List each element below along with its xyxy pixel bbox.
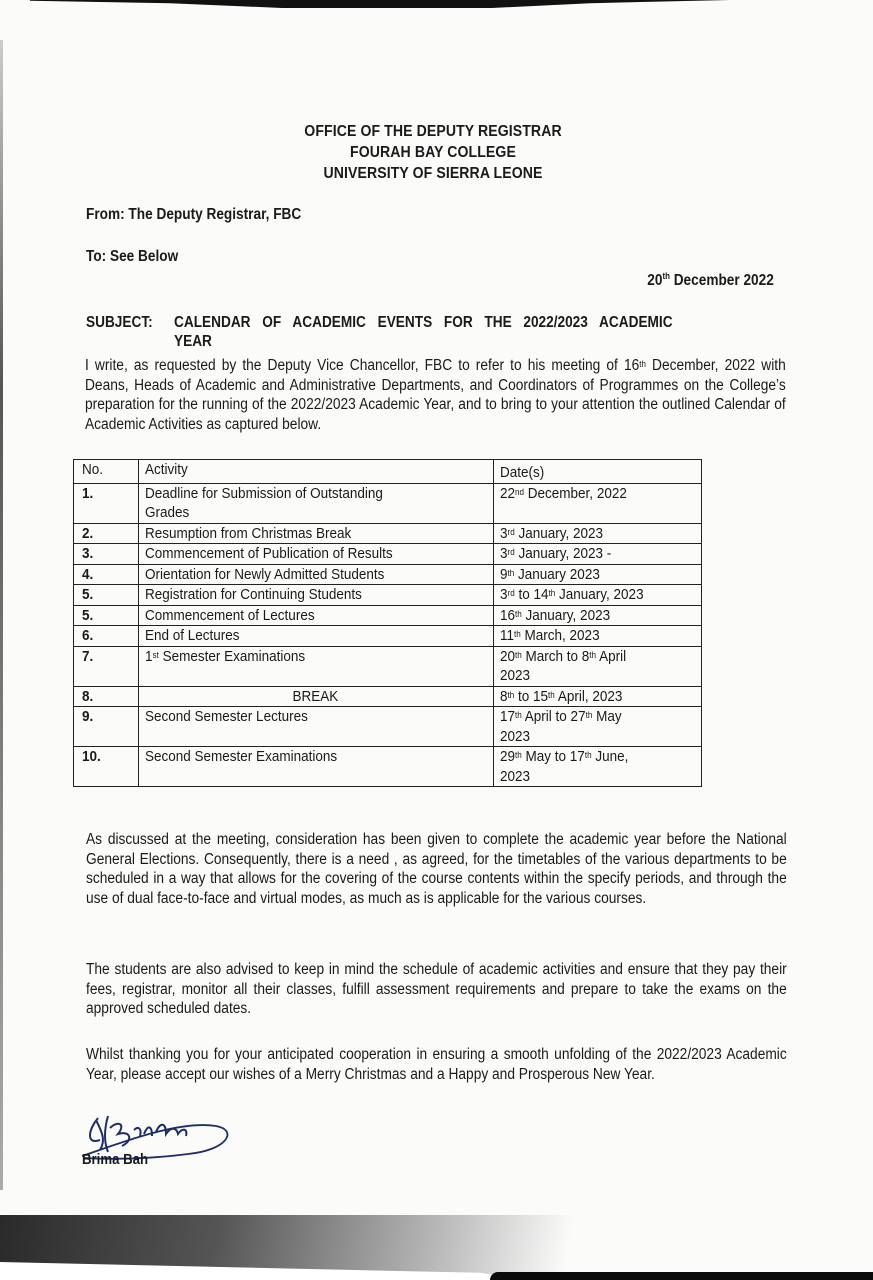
table-row [74, 747, 702, 787]
subject-text-line1: CALENDAR OF ACADEMIC EVENTS FOR THE 2022/2023 ACADEMIC [174, 314, 673, 331]
subject-label: SUBJECT: [86, 314, 153, 331]
row-activity: Orientation for Newly Admitted Students [138, 564, 493, 585]
letterhead-college: FOURAH BAY COLLEGE [350, 144, 516, 161]
row-dates: 9th January 2023 [493, 564, 701, 585]
table-row [74, 544, 702, 565]
row-number: 7. [74, 646, 139, 686]
subject-text-line2: YEAR [174, 333, 212, 350]
row-number: 3. [74, 544, 139, 565]
memo-from: From: The Deputy Registrar, FBC [86, 206, 302, 223]
memo-date: 20th December 2022 [647, 271, 774, 289]
letterhead-university: UNIVERSITY OF SIERRA LEONE [323, 165, 543, 182]
row-number: 9. [74, 707, 139, 747]
elections-paragraph: As discussed at the meeting, consideration has been given to complete the academic year before the National General Elections. Consequently, there is a need , as agreed, for the timetables of the various departments to be scheduled in a way that allows for the covering of the course contents within the specify periods, and through the use of dual face-to-face and virtual modes, as much as is applicable for the various courses. [86, 831, 787, 907]
row-activity: Commencement of Lectures [138, 605, 493, 626]
table-row [74, 707, 702, 747]
table-row [74, 585, 702, 606]
scan-shadow-top [30, 0, 730, 8]
row-number: 5. [74, 605, 139, 626]
row-dates: 3rd to 14th January, 2023 [493, 585, 701, 606]
scan-edge-left [0, 40, 3, 1190]
row-activity: Second Semester Examinations [138, 747, 493, 787]
memo-to: To: See Below [86, 248, 179, 265]
row-activity: Resumption from Christmas Break [138, 523, 493, 544]
row-dates: 11th March, 2023 [493, 626, 701, 647]
row-number: 4. [74, 564, 139, 585]
table-row [74, 646, 702, 686]
row-dates: 8th to 15th April, 2023 [493, 686, 701, 707]
scan-shadow-corner [490, 1272, 873, 1280]
row-dates: 3rd January, 2023 [493, 523, 701, 544]
table-row [74, 523, 702, 544]
table-row [74, 564, 702, 585]
row-dates: 29th May to 17th June, 2023 [493, 747, 701, 787]
table-row [74, 605, 702, 626]
row-number: 10. [74, 747, 139, 787]
row-number: 2. [74, 523, 139, 544]
row-dates: 3rd January, 2023 - [493, 544, 701, 565]
header-activity: Activity [138, 460, 493, 484]
row-activity: 1st Semester Examinations [138, 646, 493, 686]
table-row [74, 483, 702, 523]
students-advice-paragraph: The students are also advised to keep in mind the schedule of academic activities and ensure that they pay their fees, registrar, monitor all their classes, fulfill assessment requirements and prepare to take the exams on the approved scheduled dates. [86, 961, 787, 1018]
row-activity: Registration for Continuing Students [138, 585, 493, 606]
academic-calendar-table [73, 459, 702, 787]
closing-paragraph: Whilst thanking you for your anticipated cooperation in ensuring a smooth unfolding of the 2022/2023 Academic Year, please accept our wishes of a Merry Christmas and a Happy and Prosperous New Year. [86, 1046, 787, 1083]
row-dates: 22nd December, 2022 [493, 483, 701, 523]
letterhead [52, 121, 814, 184]
row-activity: BREAK [138, 686, 493, 707]
row-activity: Commencement of Publication of Results [138, 544, 493, 565]
row-activity: End of Lectures [138, 626, 493, 647]
header-no: No. [74, 460, 139, 484]
letterhead-office: OFFICE OF THE DEPUTY REGISTRAR [304, 123, 562, 140]
row-activity: Second Semester Lectures [138, 707, 493, 747]
row-number: 6. [74, 626, 139, 647]
intro-paragraph: I write, as requested by the Deputy Vice Chancellor, FBC to refer to his meeting of 16th December, 2022 with Deans, Heads of Academic and Administrative Departments, and Coordinators of Programmes on the College’s preparation for the running of the 2022/2023 Academic Year, and to bring to your attention the outlined Calendar of Academic Activities as captured below. [85, 357, 786, 433]
row-activity: Deadline for Submission of Outstanding Grades [138, 483, 493, 523]
table-header-row [74, 460, 702, 484]
row-dates: 16th January, 2023 [493, 605, 701, 626]
row-number: 1. [74, 483, 139, 523]
signer-name: Brima Bah [82, 1151, 149, 1168]
row-dates: 17th April to 27th May 2023 [493, 707, 701, 747]
row-dates: 20th March to 8th April 2023 [493, 646, 701, 686]
header-dates: Date(s) [493, 460, 701, 484]
table-row [74, 626, 702, 647]
row-number: 8. [74, 686, 139, 707]
row-number: 5. [74, 585, 139, 606]
table-row [74, 686, 702, 707]
